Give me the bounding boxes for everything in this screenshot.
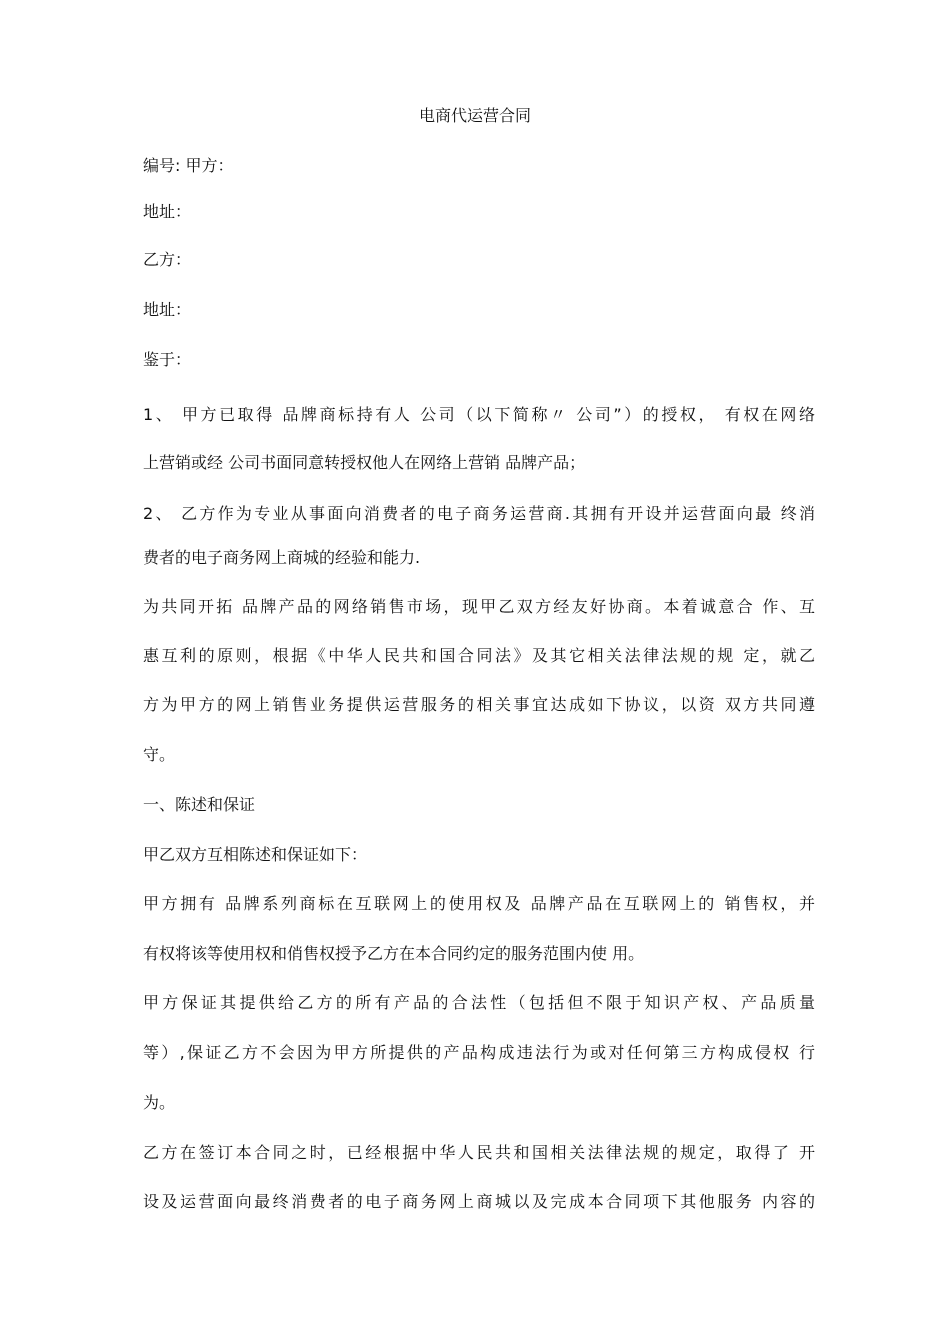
paragraph-line: 等）,保证乙方不会因为甲方所提供的产品构成违法行为或对任何第三方构成侵权 行 [143,1043,815,1062]
paragraph-line: 甲方拥有 品牌系列商标在互联网上的使用权及 品牌产品在互联网上的 销售权，并 [143,894,815,913]
paragraph-line: 甲乙双方互相陈述和保证如下： [143,845,368,864]
paragraph-line: 甲方保证其提供给乙方的所有产品的合法性（包括但不限于知识产权、产品质量 [143,993,815,1012]
paragraph-line: 守。 [143,745,176,764]
section-heading: 一、陈述和保证 [143,795,256,814]
contract-number-party-a: 编号: 甲方： [143,156,234,175]
paragraph-line: 费者的电子商务网上商城的经验和能力. [143,548,421,567]
paragraph-line: 惠互利的原则，根据《中华人民共和国合同法》及其它相关法律法规的规 定，就乙 [143,646,815,665]
paragraph-line: 上营销或经 公司书面同意转授权他人在网络上营销 品牌产品； [143,453,586,472]
paragraph-line: 设及运营面向最终消费者的电子商务网上商城以及完成本合同项下其他服务 内容的 [143,1192,815,1211]
paragraph-line: 2、 乙方作为专业从事面向消费者的电子商务运营商.其拥有开设并运营面向最 终消 [143,504,815,523]
paragraph-line: 为共同开拓 品牌产品的网络销售市场，现甲乙双方经友好协商。本着诚意合 作、互 [143,597,815,616]
paragraph-line: 乙方在签订本合同之时，已经根据中华人民共和国相关法律法规的规定，取得了 开 [143,1143,815,1162]
paragraph-line: 方为甲方的网上销售业务提供运营服务的相关事宜达成如下协议，以资 双方共同遵 [143,695,815,714]
party-b: 乙方： [143,250,192,269]
document-title: 电商代运营合同 [418,106,531,125]
paragraph-line: 有权将该等使用权和俏售权授予乙方在本合同约定的服务范围内使 用。 [143,944,645,963]
whereas-heading: 鉴于： [143,350,192,369]
party-b-address: 地址： [143,300,192,319]
paragraph-line: 1、 甲方已取得 品牌商标持有人 公司（以下简称〃 公司”）的授权， 有权在网络 [143,405,815,424]
paragraph-line: 为。 [143,1093,176,1112]
party-a-address: 地址： [143,202,192,221]
